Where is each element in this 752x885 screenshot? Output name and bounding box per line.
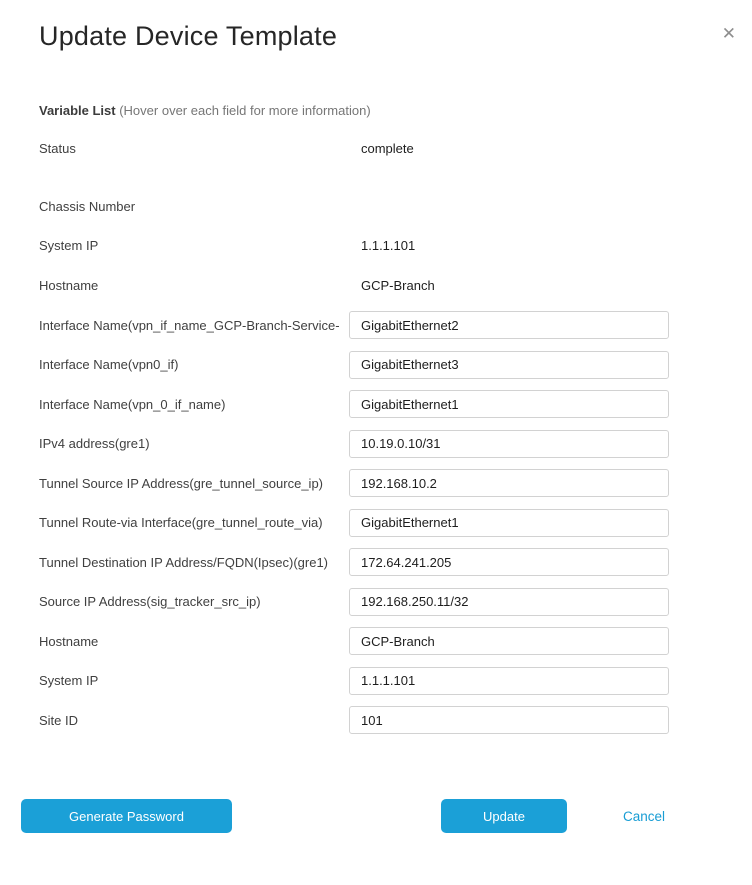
field-label: System IP — [39, 238, 99, 253]
field-label: Source IP Address(sig_tracker_src_ip) — [39, 594, 261, 609]
field-label: Hostname — [39, 278, 99, 293]
field-row-system-ip-input — [39, 667, 669, 695]
field-label: Interface Name(vpn0_if) — [39, 357, 179, 372]
field-label: Hostname — [39, 633, 99, 649]
field-label: Tunnel Route-via Interface(gre_tunnel_route_via) — [39, 515, 323, 530]
site-id-input[interactable] — [349, 706, 669, 734]
field-row-tunnel-source-ip — [39, 469, 669, 497]
field-label: Interface Name(vpn_if_name_GCP-Branch-Service- — [39, 317, 340, 333]
field-row-site-id — [39, 706, 669, 734]
source-ip-tracker-input[interactable] — [349, 588, 669, 616]
field-value: 1.1.1.101 — [361, 238, 416, 253]
tunnel-route-via-interface-input[interactable] — [349, 509, 669, 537]
field-row-source-ip-tracker — [39, 588, 669, 616]
hostname-input[interactable] — [349, 627, 669, 655]
field-row-interface-name-service-vpn — [39, 311, 669, 339]
field-row-chassis-number — [39, 199, 669, 215]
variable-list-section-header — [39, 103, 669, 118]
field-label: Chassis Number — [39, 199, 136, 214]
field-label: IPv4 address(gre1) — [39, 436, 150, 451]
close-icon[interactable]: ✕ — [721, 24, 736, 43]
field-label: Interface Name(vpn_0_if_name) — [39, 396, 226, 412]
field-label: Status — [39, 141, 76, 156]
field-row-hostname-input — [39, 627, 669, 655]
field-value: complete — [361, 141, 414, 156]
field-row-interface-name-vpn-0-if-name — [39, 390, 669, 418]
field-row-tunnel-destination-ip — [39, 548, 669, 576]
interface-name-service-vpn-input[interactable] — [349, 311, 669, 339]
cancel-link[interactable]: Cancel — [622, 808, 665, 824]
update-button[interactable]: Update — [441, 799, 567, 833]
tunnel-destination-ip-input[interactable] — [349, 548, 669, 576]
system-ip-input[interactable] — [349, 667, 669, 695]
variable-list-heading: Variable List — [39, 103, 116, 118]
field-label: Tunnel Destination IP Address/FQDN(Ipsec)(gre1) — [39, 554, 329, 570]
interface-name-vpn-0-if-name-input[interactable] — [349, 390, 669, 418]
field-label: Tunnel Source IP Address(gre_tunnel_source_ip) — [39, 475, 324, 491]
field-row-tunnel-route-via-interface — [39, 509, 669, 537]
generate-password-button[interactable]: Generate Password — [21, 799, 232, 833]
field-row-interface-name-vpn0-if — [39, 351, 669, 379]
field-row-status — [39, 141, 669, 157]
variable-list-hint: (Hover over each field for more information) — [119, 103, 371, 118]
field-value: GCP-Branch — [361, 278, 435, 293]
update-device-template-dialog — [0, 20, 752, 833]
field-row-ipv4-address-gre1 — [39, 430, 669, 458]
field-label: System IP — [39, 673, 99, 688]
field-row-system-ip — [39, 238, 669, 254]
page-title: Update Device Template — [39, 21, 338, 51]
interface-name-vpn0-if-input[interactable] — [349, 351, 669, 379]
tunnel-source-ip-input[interactable] — [349, 469, 669, 497]
ipv4-address-gre1-input[interactable] — [349, 430, 669, 458]
field-label: Site ID — [39, 712, 79, 728]
field-row-hostname — [39, 278, 669, 294]
dialog-footer — [39, 799, 669, 833]
